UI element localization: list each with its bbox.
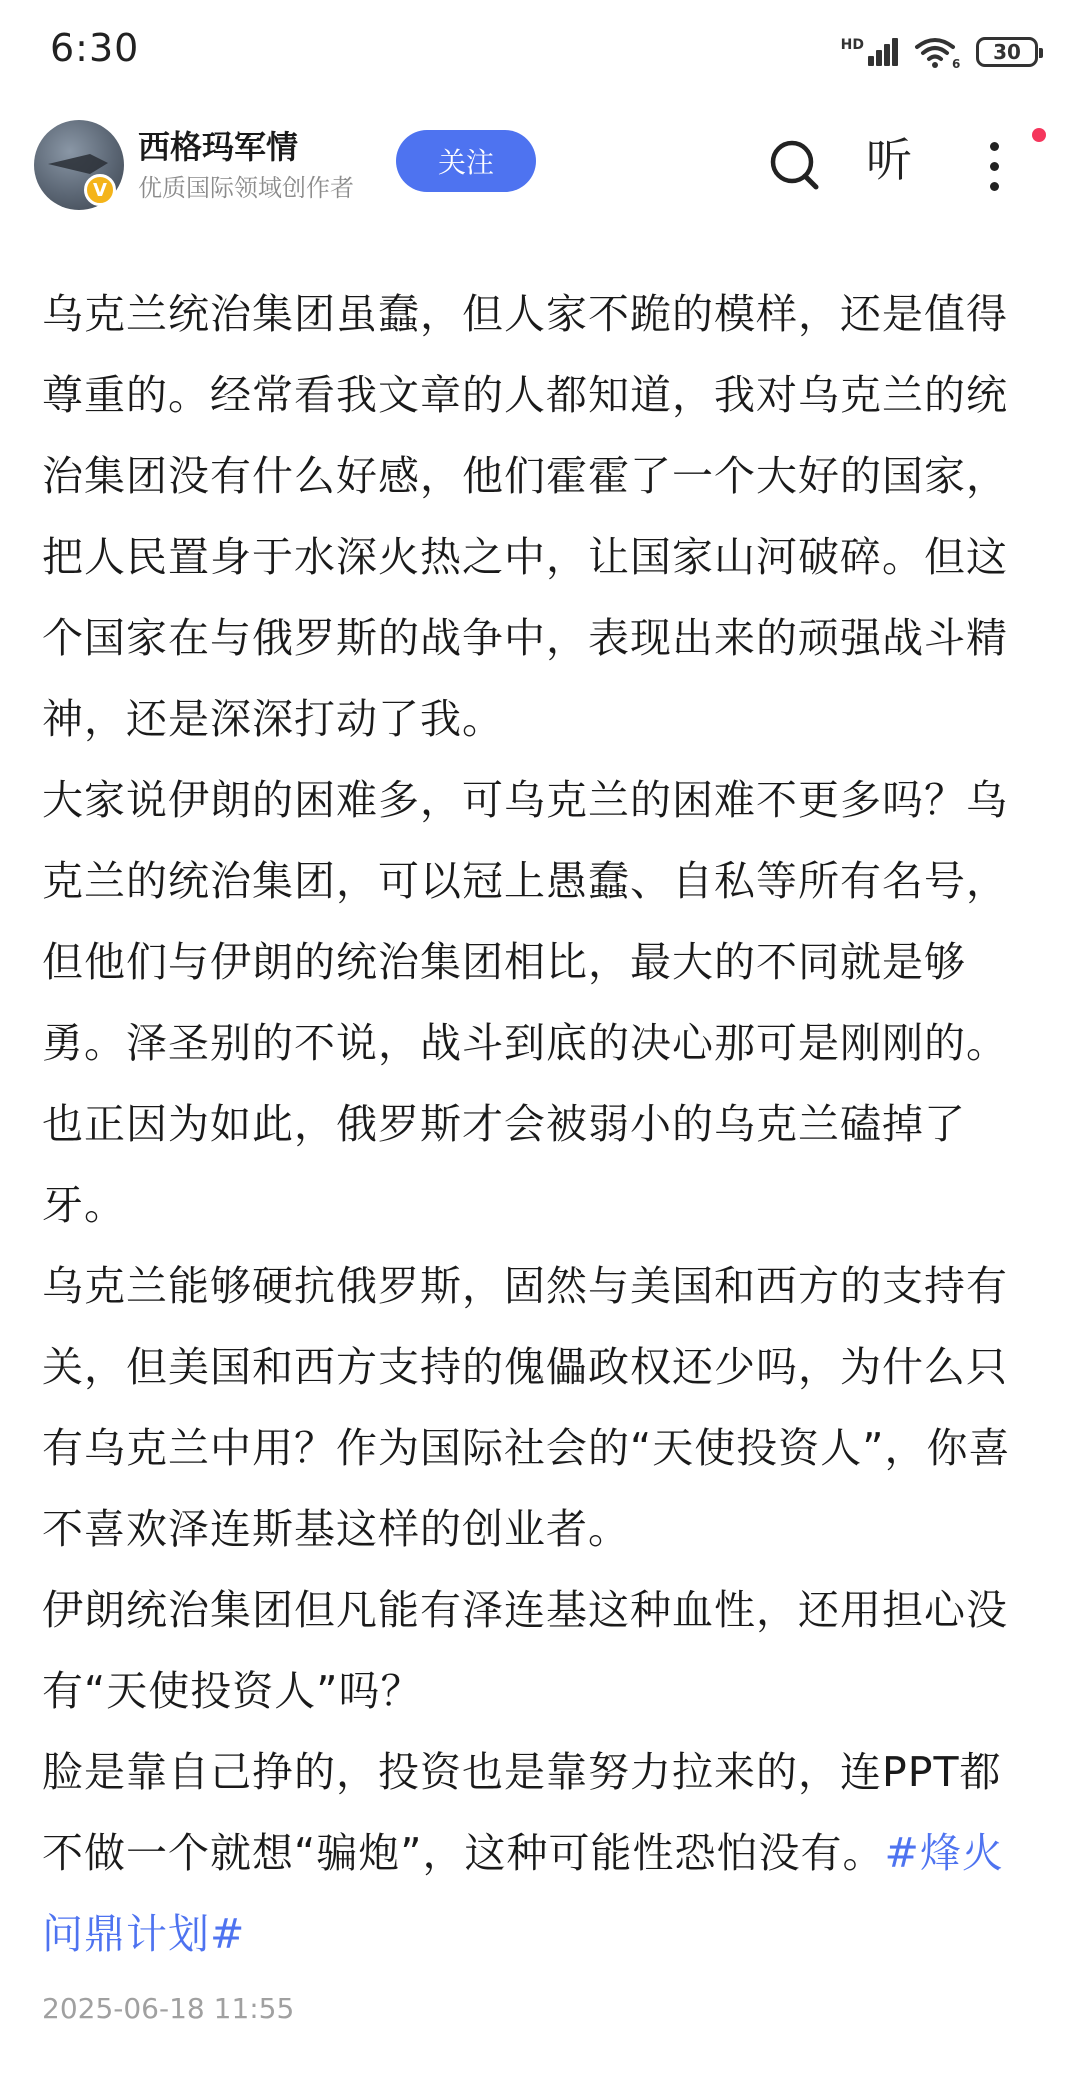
hashtag-link[interactable]: #烽火问鼎计划# [42, 1829, 1004, 1958]
author-subtitle: 优质国际领域创作者 [138, 174, 354, 202]
listen-button[interactable]: 听 [866, 133, 912, 187]
article-paragraph-1: 乌克兰统治集团虽蠢，但人家不跪的模样，还是值得尊重的。经常看我文章的人都知道，我对乌克兰的统治集团没有什么好感，他们霍霍了一个大好的国家，把人民置身于水深火热之中，让国家山河破碎。但这个国家在与俄罗斯的战争中，表现出来的顽强战斗精神，还是深深打动了我。 [42, 290, 1008, 743]
author-name[interactable]: 西格玛军情 [138, 128, 299, 166]
more-options-icon[interactable] [980, 136, 1010, 196]
wifi-badge: 6 [952, 57, 960, 69]
article-paragraph-2: 大家说伊朗的困难多，可乌克兰的困难不更多吗？乌克兰的统治集团，可以冠上愚蠢、自私等所有名号，但他们与伊朗的统治集团相比，最大的不同就是够勇。泽圣别的不说，战斗到底的决心那可是刚刚的。也正因为如此，俄罗斯才会被弱小的乌克兰磕掉了牙。 [42, 776, 1008, 1229]
battery-icon [976, 37, 1038, 67]
wifi-icon [914, 35, 960, 69]
network-label: HD [840, 37, 864, 53]
article-paragraph-3: 乌克兰能够硬抗俄罗斯，固然与美国和西方的支持有关，但美国和西方支持的傀儡政权还少吗，为什么只有乌克兰中用？作为国际社会的“天使投资人”，你喜不喜欢泽连斯基这样的创业者。 [42, 1262, 1011, 1553]
status-bar [0, 0, 1080, 110]
notification-dot [1032, 128, 1046, 142]
status-time: 6:30 [50, 26, 140, 70]
follow-button[interactable]: 关注 [396, 130, 536, 192]
cellular-signal-icon [841, 38, 898, 66]
status-icons [841, 30, 1038, 74]
article-header [0, 110, 1080, 230]
article-paragraph-4: 伊朗统治集团但凡能有泽连基这种血性，还用担心没有“天使投资人”吗？ [42, 1586, 1008, 1715]
battery-level: 30 [993, 40, 1021, 64]
verified-badge-icon: V [84, 174, 116, 206]
article-paragraph-5 [42, 1732, 1040, 1975]
article-paragraph-5-text: 脸是靠自己挣的，投资也是靠努力拉来的，连PPT都不做一个就想“骗炮”，这种可能性恐怕没有。 [42, 1748, 1002, 1877]
search-icon[interactable] [764, 134, 824, 194]
article-body [42, 274, 1040, 1975]
avatar-jet-image [48, 154, 108, 174]
post-timestamp: 2025-06-18 11:55 [42, 1992, 295, 2025]
